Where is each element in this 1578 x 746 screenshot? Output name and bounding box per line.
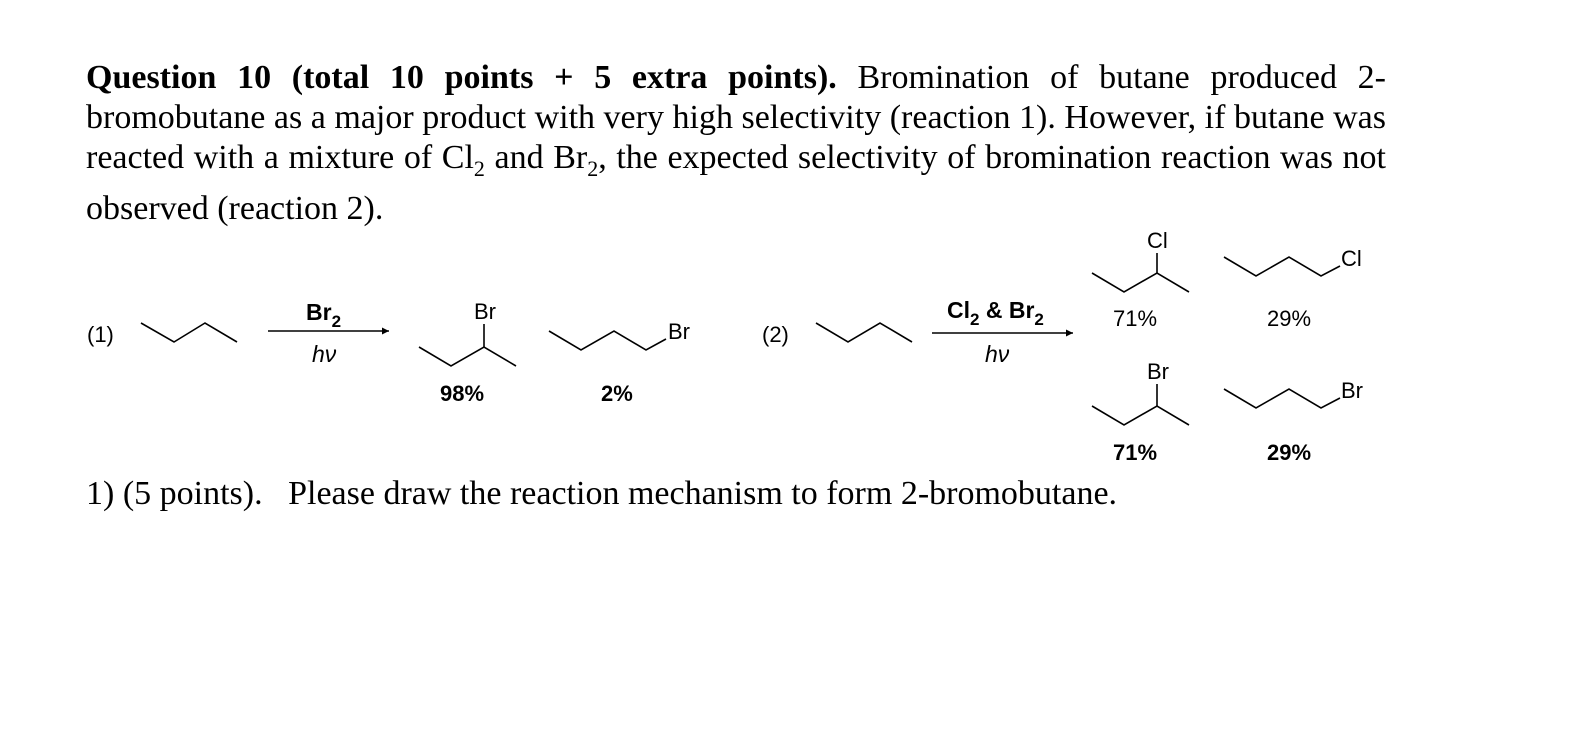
1-bromobutane-2-br-label: Br xyxy=(1341,378,1363,403)
1-chlorobutane-structure xyxy=(1224,257,1340,276)
reaction-2-label: (2) xyxy=(762,322,789,347)
question-text-1: Bromination of butane produced 2-bromobutane as a major product with very high selectivity (reaction 1). However, if butane was reacted with a mixture of Cl xyxy=(86,59,1387,176)
reaction-1-condition: hν xyxy=(312,341,337,367)
1-bromobutane-structure-2 xyxy=(1224,389,1340,408)
1-bromobutane-yield: 2% xyxy=(601,381,633,406)
part-1-prompt: 1) (5 points). Please draw the reaction mechanism to form 2-bromobutane. xyxy=(86,475,1118,512)
reaction-2-condition: hν xyxy=(985,341,1010,367)
1-chlorobutane-cl-label: Cl xyxy=(1341,246,1362,271)
reaction-1-reagent: $Br_2$ xyxy=(306,299,342,331)
2-bromobutane-yield: 98% xyxy=(440,381,485,406)
2-chlorobutane-cl-label: Cl xyxy=(1147,228,1168,253)
2-chlorobutane-yield: 71% xyxy=(1113,306,1158,331)
2-chlorobutane-structure xyxy=(1092,273,1189,292)
reaction-2-reagent: $Cl_2$ & $Br_2$ xyxy=(947,297,1044,329)
butane-structure-2 xyxy=(816,323,912,342)
2-bromobutane-2-yield: 71% xyxy=(1113,440,1158,465)
2-bromobutane-structure-2 xyxy=(1092,406,1189,425)
2-bromobutane-2-br-label: Br xyxy=(1147,359,1169,384)
question-subscript-a: 2 xyxy=(473,155,485,181)
question-text-2: and Br xyxy=(484,139,588,176)
1-bromobutane-br-label: Br xyxy=(668,319,690,344)
1-chlorobutane-yield: 29% xyxy=(1267,306,1312,331)
2-bromobutane-structure xyxy=(419,347,516,366)
question-text-3: , the expected selectivity of bromination reaction was not observed (reaction 2). xyxy=(86,139,1386,227)
1-bromobutane-structure xyxy=(549,331,666,350)
question-subscript-b: 2 xyxy=(587,155,599,181)
2-bromobutane-br-label: Br xyxy=(474,299,496,324)
question-heading: Question 10 (total 10 points + 5 extra points). xyxy=(86,59,837,96)
1-bromobutane-2-yield: 29% xyxy=(1267,440,1312,465)
reaction-1-label: (1) xyxy=(87,322,114,347)
butane-structure xyxy=(141,323,237,342)
